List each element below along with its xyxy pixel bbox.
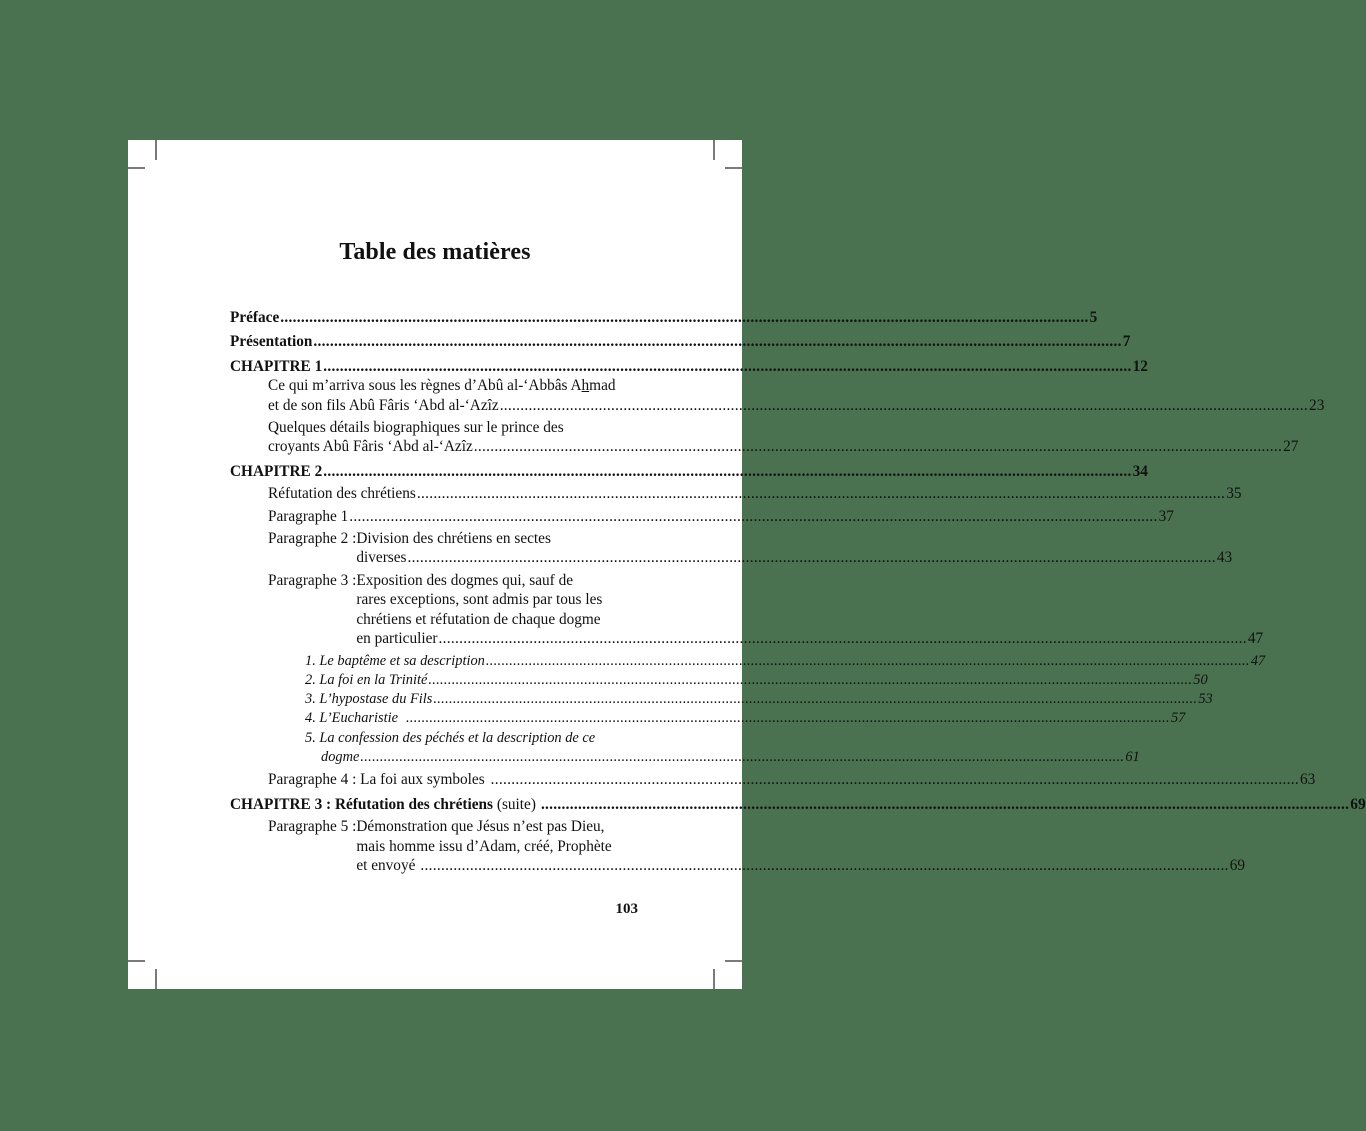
toc-page: 47: [1247, 630, 1264, 648]
toc-label: dogme: [321, 748, 360, 765]
dot-leader: [474, 437, 1282, 456]
dot-leader: [280, 308, 1088, 327]
toc-label: 3. L’hypostase du Fils: [305, 691, 433, 708]
toc-entry-paragraphe-5[interactable]: [230, 817, 1246, 875]
dot-leader: [313, 332, 1121, 351]
toc-label: diverses: [356, 549, 407, 567]
toc-label: chrétiens et réfutation de chaque dogme: [356, 610, 601, 628]
toc-entry-chapitre-1[interactable]: [230, 357, 1148, 376]
dot-leader: [420, 856, 1228, 875]
page-title: Table des matières: [339, 239, 531, 265]
toc-page: 5: [1089, 309, 1098, 326]
toc-label: Présentation: [230, 333, 313, 351]
toc-page: 57: [1170, 710, 1186, 727]
toc-page: 61: [1125, 748, 1140, 765]
toc-label: Quelques détails biographiques sur le prince des: [268, 419, 564, 437]
toc-page: 27: [1283, 438, 1299, 456]
toc-prefix: Paragraphe 3 :: [268, 571, 357, 589]
dot-leader: [406, 709, 1170, 728]
toc-label-suite: (suite): [496, 795, 536, 813]
toc-label: Paragraphe 4 : La foi aux symboles: [268, 771, 485, 789]
toc-page: 47: [1250, 652, 1266, 669]
toc-page: 69: [1229, 856, 1246, 874]
toc-label: 4. L’Eucharistie: [305, 710, 398, 727]
toc-label: Paragraphe 1: [268, 507, 349, 525]
toc-page: 12: [1132, 357, 1148, 375]
toc-page: 43: [1216, 549, 1233, 567]
toc-label: et de son fils Abû Fâris ‘Abd al-‘Azîz: [268, 396, 499, 414]
toc-entry-regnes[interactable]: [230, 376, 1325, 415]
toc-page: 63: [1300, 771, 1316, 789]
dot-leader: [408, 548, 1216, 567]
toc-label: Réfutation des chrétiens: [268, 485, 416, 503]
toc-label: Démonstration que Jésus n’est pas Dieu,: [356, 818, 605, 836]
dot-leader: [323, 357, 1131, 376]
crop-mark: [128, 960, 145, 962]
toc-entry-refutation[interactable]: [230, 484, 1242, 503]
toc-label: 1. Le baptême et sa description: [305, 652, 485, 669]
dot-leader: [438, 629, 1246, 648]
dot-leader: [360, 748, 1124, 767]
toc-entry-trinite[interactable]: [305, 671, 1208, 690]
crop-mark: [713, 969, 715, 989]
dot-leader: [500, 396, 1308, 415]
toc-entry-bapteme[interactable]: [305, 652, 1266, 671]
crop-mark: [725, 960, 742, 962]
toc-page: 23: [1309, 396, 1325, 414]
toc-label-bold: CHAPITRE 3 : Réfutation des chrétiens: [230, 795, 497, 813]
dot-leader: [541, 795, 1349, 814]
toc-label: [230, 795, 536, 814]
toc-label: Préface: [230, 309, 280, 326]
toc-page: 69: [1350, 795, 1366, 813]
toc-label: 2. La foi en la Trinité: [305, 671, 428, 688]
toc-label: mais homme issu d’Adam, créé, Prophète: [356, 837, 612, 855]
toc-label: en particulier: [356, 630, 438, 648]
dot-leader: [417, 484, 1225, 503]
dot-leader: [486, 652, 1250, 671]
dot-leader: [428, 671, 1192, 690]
toc-page: 53: [1198, 691, 1213, 708]
toc-entry-paragraphe-3[interactable]: [230, 571, 1264, 649]
crop-mark: [725, 167, 742, 169]
toc-entry-presentation[interactable]: [230, 332, 1131, 351]
dot-leader: [433, 690, 1197, 709]
toc-label: CHAPITRE 1: [230, 357, 323, 375]
toc-entry-paragraphe-1[interactable]: [230, 507, 1174, 526]
crop-mark: [128, 167, 145, 169]
crop-mark: [155, 140, 157, 160]
toc-page: 34: [1132, 462, 1148, 480]
toc-subentries: [230, 652, 1266, 768]
toc-page: 35: [1226, 485, 1242, 503]
toc-label: 5. La confession des péchés et la description de ce: [305, 729, 596, 746]
toc-label: croyants Abû Fâris ‘Abd al-‘Azîz: [268, 438, 473, 456]
toc-page: 37: [1158, 507, 1174, 525]
toc-entry-paragraphe-4[interactable]: [230, 770, 1316, 789]
toc-entry-eucharistie[interactable]: [305, 709, 1186, 728]
toc-label: Division des chrétiens en sectes: [356, 530, 551, 548]
toc-label: mad: [589, 377, 616, 395]
toc-prefix: Paragraphe 2 :: [268, 530, 357, 548]
crop-mark: [155, 969, 157, 989]
toc-label: et envoyé: [356, 856, 416, 874]
toc-entry-biographie[interactable]: [230, 418, 1299, 457]
toc-prefix: Paragraphe 5 :: [268, 818, 357, 836]
toc-page: 7: [1122, 333, 1131, 351]
dot-leader: [349, 507, 1157, 526]
toc-entry-confession[interactable]: [305, 729, 1140, 768]
toc-label: rares exceptions, sont admis par tous les: [356, 591, 603, 609]
page-number: 103: [615, 901, 638, 917]
toc-entry-preface[interactable]: [230, 308, 1098, 327]
table-of-contents: [230, 308, 1366, 875]
toc-label-underlined: h: [581, 377, 590, 395]
document-page: [128, 140, 1366, 989]
toc-page: 50: [1193, 671, 1208, 688]
toc-label: CHAPITRE 2: [230, 462, 323, 480]
toc-entry-chapitre-3[interactable]: [230, 795, 1366, 814]
toc-entry-paragraphe-2[interactable]: [230, 529, 1233, 568]
crop-mark: [713, 140, 715, 160]
toc-entry-hypostase[interactable]: [305, 690, 1213, 709]
toc-label: Ce qui m’arriva sous les règnes d’Abû al-‘Abbâs A: [268, 377, 582, 395]
toc-label: Exposition des dogmes qui, sauf de: [356, 571, 574, 589]
dot-leader: [323, 462, 1131, 481]
toc-entry-chapitre-2[interactable]: [230, 462, 1148, 481]
dot-leader: [491, 770, 1299, 789]
